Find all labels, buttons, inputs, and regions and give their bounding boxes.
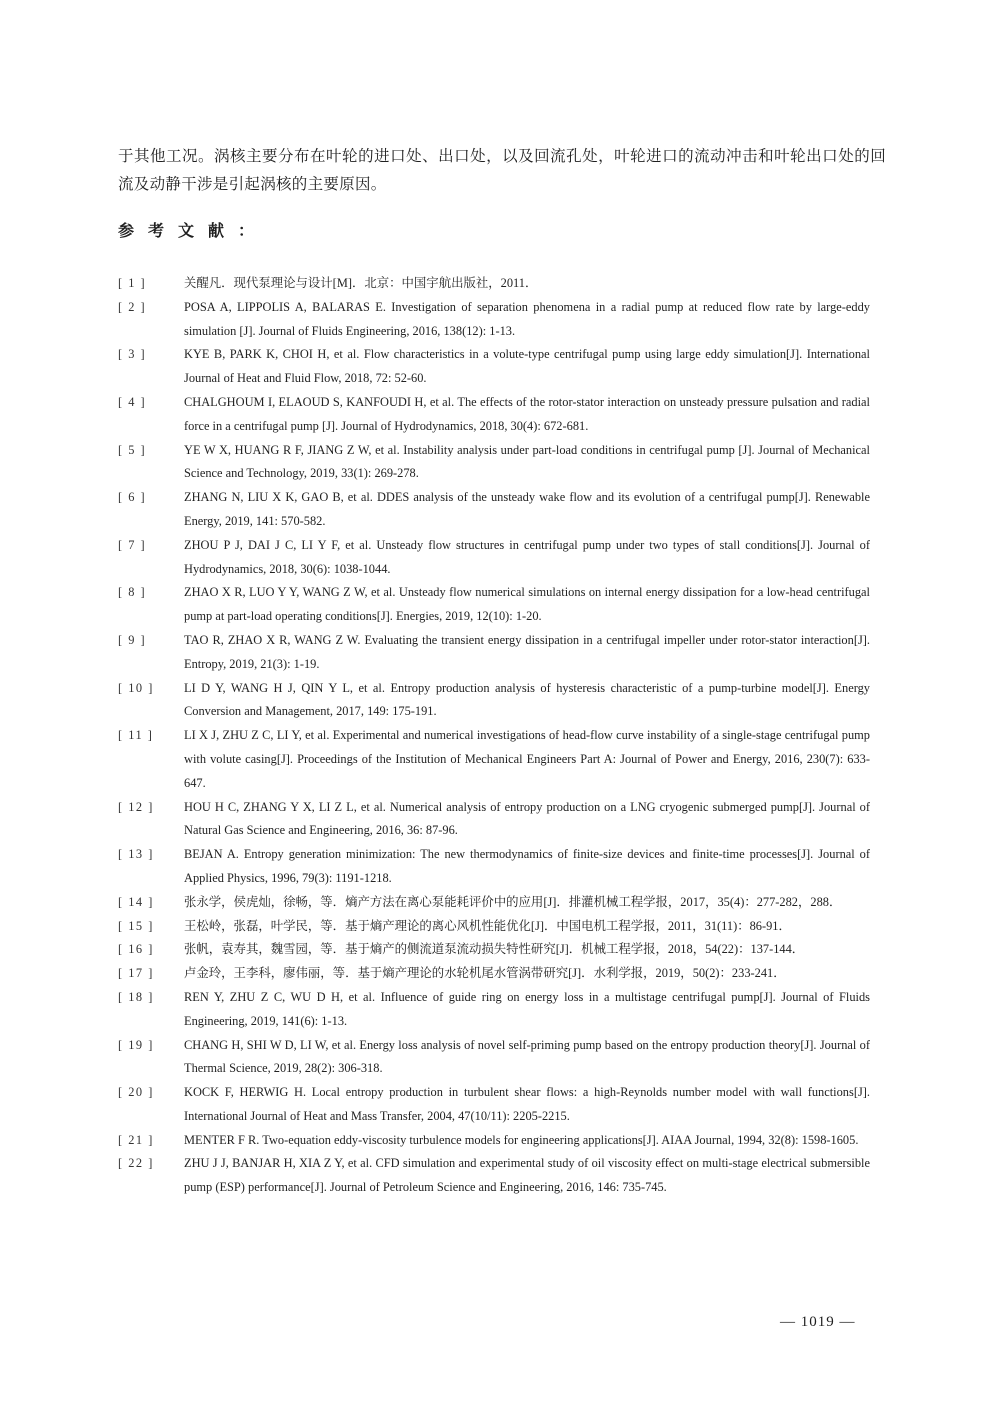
reference-number: [ 20 ] [118,1085,154,1100]
reference-number: [ 8 ] [118,585,147,600]
reference-item [118,1081,870,1129]
reference-text: 张永学，侯虎灿，徐畅，等．熵产方法在离心泵能耗评价中的应用[J]．排灌机械工程学报，2017，35(4)：277-282，288． [184,894,842,909]
reference-number: [ 15 ] [118,918,154,933]
reference-number: [ 14 ] [118,894,154,909]
reference-text: CHALGHOUM I, ELAOUD S, KANFOUDI H, et al. The effects of the rotor-stator interaction on unsteady pressure pulsation and radial force in a centrifugal pump [J]. Journal of Hydrodynamics, 2018, 30(4): 672-681. [184,394,870,433]
reference-text: ZHANG N, LIU X K, GAO B, et al. DDES analysis of the unsteady wake flow and its evolution of a centrifugal pump[J]. Renewable Energy, 2019, 141: 570-582. [184,490,870,528]
reference-text: 王松岭，张磊，叶学民，等．基于熵产理论的离心风机性能优化[J]．中国电机工程学报，2011，31(11)：86-91． [184,918,791,933]
references-heading: 参考文献： [118,221,269,240]
reference-item [118,1152,870,1200]
reference-text: MENTER F R. Two-equation eddy-viscosity turbulence models for engineering applications[J]. AIAA Journal, 1994, 32(8): 1598-1605. [184,1132,859,1147]
reference-text: REN Y, ZHU Z C, WU D H, et al. Influence of guide ring on energy loss in a multistage centrifugal pump[J]. Journal of Fluids Engineering, 2019, 141(6): 1-13. [184,989,870,1028]
reference-number: [ 6 ] [118,490,147,505]
reference-item [118,1034,870,1082]
reference-list [118,272,870,1200]
reference-text: POSA A, LIPPOLIS A, BALARAS E. Investigation of separation phenomena in a radial pump at reduced flow rate by large-eddy simulation [J]. Journal of Fluids Engineering, 2016, 138(12): 1-13. [184,299,870,338]
reference-text: 关醒凡．现代泵理论与设计[M]．北京：中国宇航出版社，2011． [184,276,538,290]
reference-item [118,962,870,986]
reference-number: [ 16 ] [118,942,154,957]
reference-item [118,439,870,487]
reference-number: [ 7 ] [118,537,147,552]
reference-item [118,677,870,725]
reference-item [118,629,870,677]
reference-number: [ 1 ] [118,276,147,290]
reference-number: [ 17 ] [118,966,154,981]
reference-item [118,796,870,844]
reference-text: 卢金玲，王李科，廖伟丽，等．基于熵产理论的水轮机尾水管涡带研究[J]．水利学报，2019，50(2)：233-241． [184,966,786,981]
reference-item [118,272,870,296]
reference-item [118,724,870,795]
reference-text: CHANG H, SHI W D, LI W, et al. Energy loss analysis of novel self-priming pump based on the entropy production theory[J]. Journal of Thermal Science, 2019, 28(2): 306-318. [184,1037,870,1076]
reference-item [118,938,870,962]
reference-item [118,1129,870,1153]
reference-item [118,843,870,891]
reference-number: [ 13 ] [118,847,154,862]
reference-text: LI D Y, WANG H J, QIN Y L, et al. Entropy production analysis of hysteresis characteristic of a pump-turbine model[J]. Energy Conversion and Management, 2017, 149: 175-191. [184,680,870,719]
reference-number: [ 3 ] [118,347,147,362]
reference-number: [ 11 ] [118,728,154,743]
reference-item [118,486,870,534]
reference-item [118,891,870,915]
reference-item [118,581,870,629]
reference-number: [ 22 ] [118,1156,154,1171]
reference-number: [ 18 ] [118,989,154,1004]
reference-number: [ 10 ] [118,680,154,695]
reference-text: TAO R, ZHAO X R, WANG Z W. Evaluating the transient energy dissipation in a centrifugal impeller under rotor-stator interaction[J]. Entropy, 2019, 21(3): 1-19. [184,632,870,671]
reference-item [118,391,870,439]
reference-text: BEJAN A. Entropy generation minimization: The new thermodynamics of finite-size devices and finite-time processes[J]. Journal of Applied Physics, 1996, 79(3): 1191-1218. [184,847,870,885]
reference-number: [ 2 ] [118,299,147,314]
reference-item [118,986,870,1034]
reference-text: ZHU J J, BANJAR H, XIA Z Y, et al. CFD simulation and experimental study of oil viscosity effect on multi-stage electrical submersible pump (ESP) performance[J]. Journal of Petroleum Science and Engineering, 2016, 146: 735-745. [184,1156,870,1195]
reference-number: [ 12 ] [118,799,154,814]
reference-number: [ 5 ] [118,442,147,457]
reference-text: HOU H C, ZHANG Y X, LI Z L, et al. Numerical analysis of entropy production on a LNG cryogenic submerged pump[J]. Journal of Natural Gas Science and Engineering, 2016, 36: 87-96. [184,799,870,838]
reference-text: KOCK F, HERWIG H. Local entropy production in turbulent shear flows: a high-Reynolds number model with wall functions[J]. International Journal of Heat and Mass Transfer, 2004, 47(10/11): 2205-2215. [184,1085,870,1123]
reference-item [118,534,870,582]
reference-text: ZHAO X R, LUO Y Y, WANG Z W, et al. Unsteady flow numerical simulations on internal energy dissipation for a low-head centrifugal pump at part-load operating conditions[J]. Energies, 2019, 12(10): 1-20. [184,585,870,624]
reference-text: YE W X, HUANG R F, JIANG Z W, et al. Instability analysis under part-load conditions in centrifugal pump [J]. Journal of Mechanical Science and Technology, 2019, 33(1): 269-278. [184,442,870,481]
reference-number: [ 21 ] [118,1132,154,1147]
reference-item [118,343,870,391]
intro-paragraph: 于其他工况。涡核主要分布在叶轮的进口处、出口处，以及回流孔处，叶轮进口的流动冲击和叶轮出口处的回流及动静干涉是引起涡核的主要原因。 [118,147,886,193]
page-number: — 1019 — [780,1314,856,1330]
reference-text: 张帆，袁寿其，魏雪园，等．基于熵产的侧流道泵流动损失特性研究[J]．机械工程学报，2018，54(22)：137-144． [184,942,805,957]
reference-text: LI X J, ZHU Z C, LI Y, et al. Experimental and numerical investigations of head-flow curve instability of a single-stage centrifugal pump with volute casing[J]. Proceedings of the Institution of Mechanical Engineers Part A: Journal of Power and Energy, 2016, 230(7): 633-647. [184,728,870,790]
reference-item [118,296,870,344]
reference-text: KYE B, PARK K, CHOI H, et al. Flow characteristics in a volute-type centrifugal pump using large eddy simulation[J]. International Journal of Heat and Fluid Flow, 2018, 72: 52-60. [184,347,870,386]
reference-number: [ 19 ] [118,1037,154,1052]
reference-item [118,915,870,939]
reference-number: [ 4 ] [118,394,147,409]
reference-number: [ 9 ] [118,632,147,647]
reference-text: ZHOU P J, DAI J C, LI Y F, et al. Unsteady flow structures in centrifugal pump under two types of stall conditions[J]. Journal of Hydrodynamics, 2018, 30(6): 1038-1044. [184,537,870,576]
